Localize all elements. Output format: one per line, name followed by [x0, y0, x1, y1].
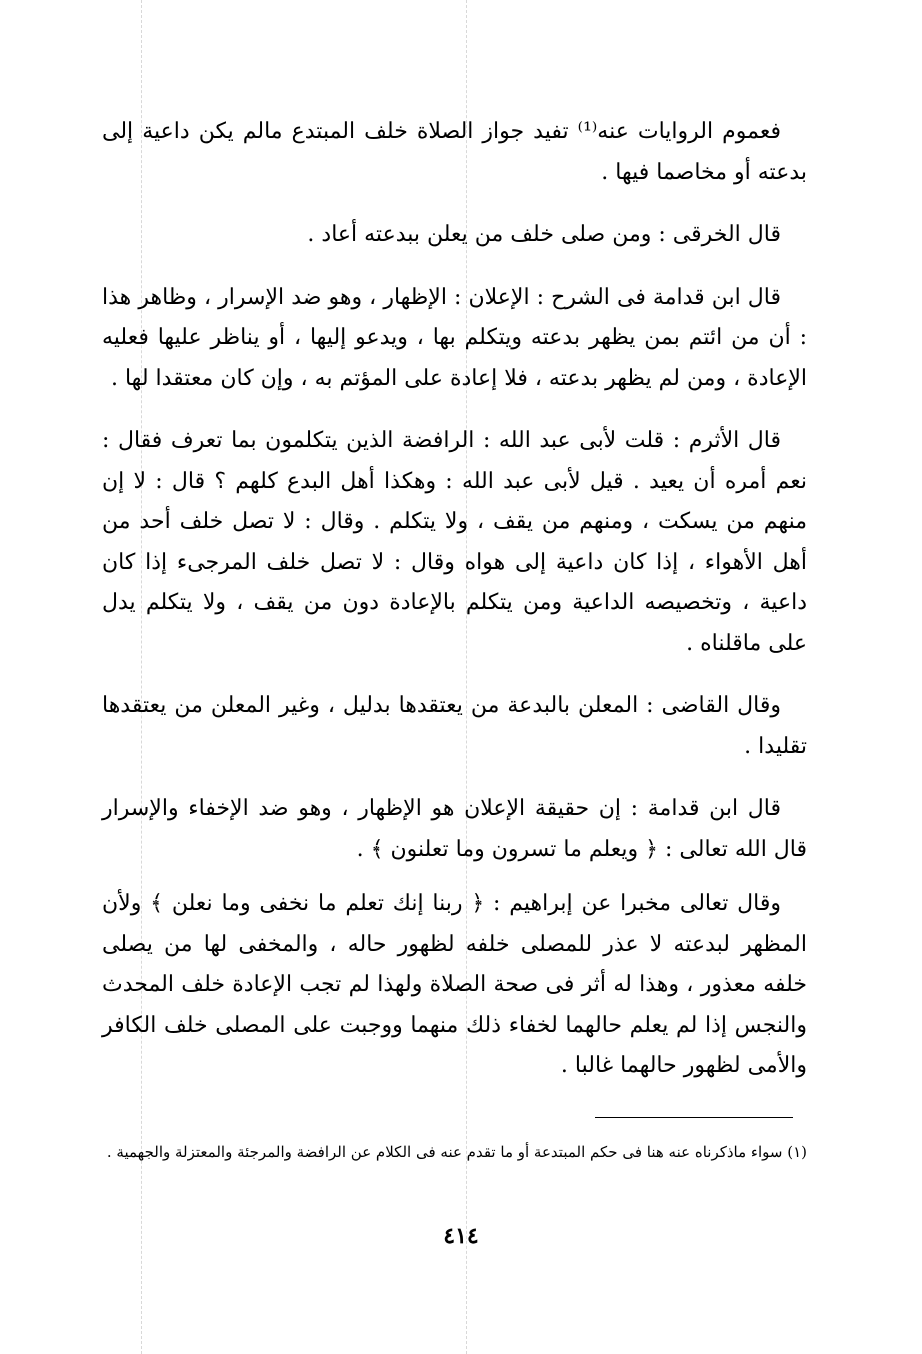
page-number: ٤١٤ — [443, 1223, 479, 1249]
paragraph: وقال تعالى مخبرا عن إبراهيم : ﴿ ربنا إنك تعلم ما نخفى وما نعلن ﴾ ولأن المظهر لبدعته لا عذر للمصلى خلفه لظهور حاله ، والمخفى لها من يصلى خلفه معذور ، وهذا له أثر فى صحة الصلاة ولهذا لم تجب الإعادة خلف المحدث والنجس إذا لم يعلم حالهما لخفاء ذلك منهما ووجبت على المصلى خلف الكافر والأمى لظهور حالهما غالبا . — [102, 891, 807, 1078]
paragraph: قال الخرقى : ومن صلى خلف من يعلن ببدعته أعاد . — [307, 222, 781, 247]
main-text — [102, 112, 807, 1109]
footnote-separator — [595, 1117, 793, 1118]
paragraph: قال الأثرم : قلت لأبى عبد الله : الرافضة الذين يتكلمون بما تعرف فقال : نعم أمره أن يعيد . قيل لأبى عبد الله : وهكذا أهل البدع كلهم ؟ قال : لا إن منهم من يسكت ، ومنهم من يقف ، ولا يتكلم . وقال : لا تصل خلف أحد من أهل الأهواء ، إذا كان داعية إلى هواه وقال : لا تصل خلف المرجىء إذا كان داعية ، وتخصيصه الداعية ومن يتكلم بالإعادة دون من يقف ، ولا يتكلم يدل على ماقلناه . — [102, 428, 807, 656]
paragraph: وقال القاضى : المعلن بالبدعة من يعتقدها بدليل ، وغير المعلن من يعتقدها تقليدا . — [102, 693, 807, 759]
paragraph: قال ابن قدامة : إن حقيقة الإعلان هو الإظهار ، وهو ضد الإخفاء والإسرار قال الله تعالى : ﴿ ويعلم ما تسرون وما تعلنون ﴾ . — [102, 796, 807, 862]
footnote: (١) سواء ماذكرناه عنه هنا فى حكم المبتدعة أو ما تقدم عنه فى الكلام عن الرافضة والمرجئة والمعتزلة والجهمية . — [106, 1143, 807, 1161]
paragraph: فعموم الروايات عنه⁽¹⁾ تفيد جواز الصلاة خلف المبتدع مالم يكن داعية إلى بدعته أو مخاصما فيها . — [102, 119, 807, 185]
paragraph: قال ابن قدامة فى الشرح : الإعلان : الإظهار ، وهو ضد الإسرار ، وظاهر هذا : أن من ائتم بمن يظهر بدعته ويتكلم بها ، ويدعو إليها ، أو يناظر عليها فعليه الإعادة ، ومن لم يظهر بدعته ، فلا إعادة على المؤتم به ، وإن كان معتقدا لها . — [102, 284, 807, 391]
